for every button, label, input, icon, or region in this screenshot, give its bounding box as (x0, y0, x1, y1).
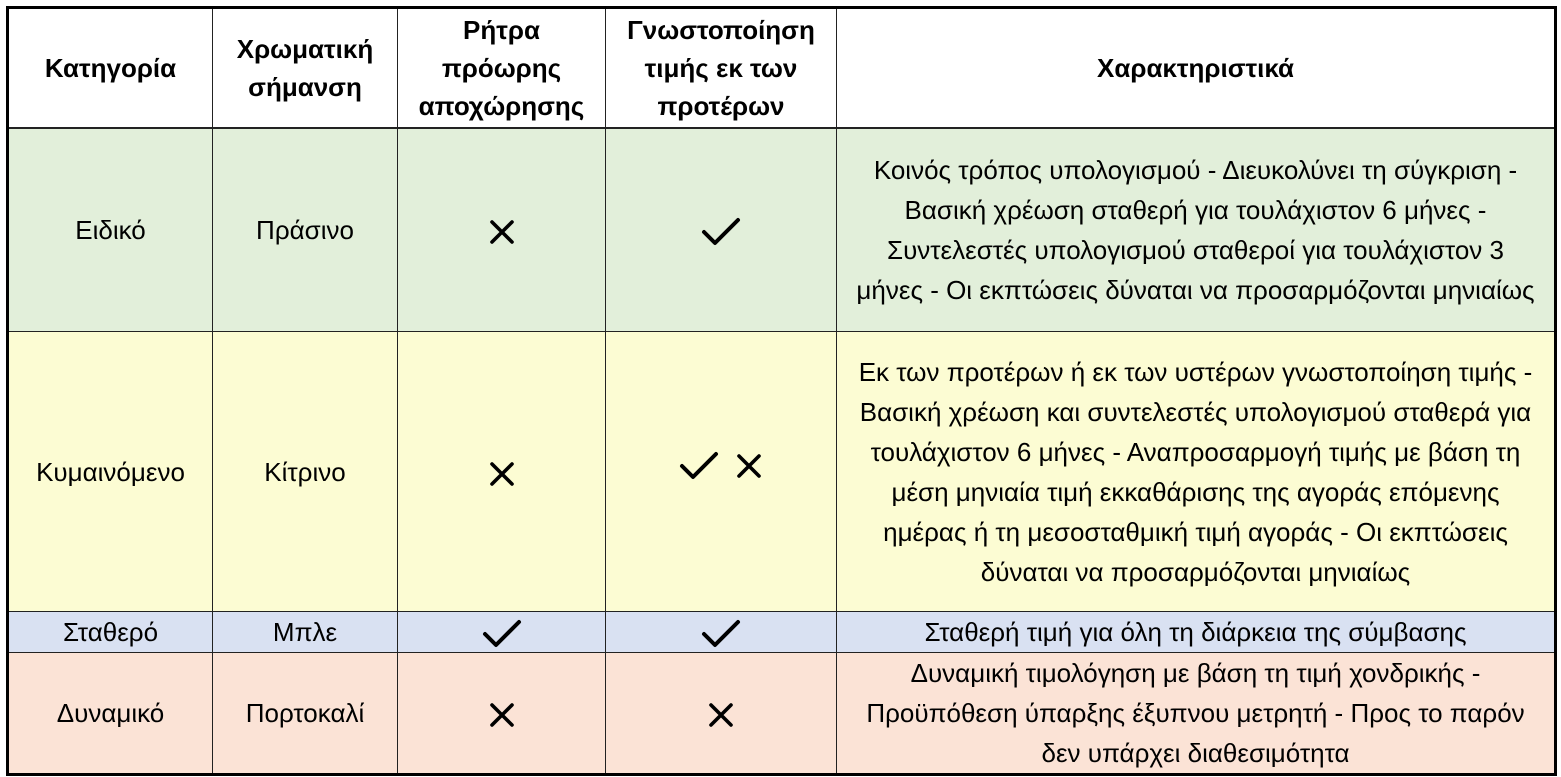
cell-early-exit-clause (398, 128, 606, 332)
header-advance-price-notice: Γνωστοποίηση τιμής εκ των προτέρων (606, 8, 837, 128)
cell-advance-price-notice (606, 332, 837, 612)
mixed-marks (679, 451, 763, 481)
header-color-coding: Χρωματική σήμανση (213, 8, 398, 128)
table-row (8, 332, 1556, 612)
table-row (8, 612, 1556, 653)
cell-category: Ειδικό (8, 128, 213, 332)
cell-color-coding: Πράσινο (213, 128, 398, 332)
tariff-table-container (6, 6, 1554, 772)
cross-icon (488, 460, 516, 488)
check-icon (679, 451, 719, 481)
cell-features: Εκ των προτέρων ή εκ των υστέρων γνωστοποίηση τιμής - Βασική χρέωση και συντελεστές υπολογισμού σταθερά για τουλάχιστον 6 μήνες - Αναπροσαρμογή τιμής με βάση τη μέση μηνιαία τιμή εκκαθάρισης της αγοράς επόμενης ημέρας ή τη μεσοσταθμική τιμή αγοράς - Οι εκπτώσεις δύναται να προσαρμόζονται μηνιαίως (837, 332, 1556, 612)
cross-icon (735, 452, 763, 480)
cross-icon (488, 701, 516, 729)
check-icon (701, 217, 741, 247)
cell-early-exit-clause (398, 612, 606, 653)
cell-features: Κοινός τρόπος υπολογισμού - Διευκολύνει τη σύγκριση - Βασική χρέωση σταθερή για τουλάχιστον 6 μήνες - Συντελεστές υπολογισμού σταθεροί για τουλάχιστον 3 μήνες - Οι εκπτώσεις δύναται να προσαρμόζονται μηνιαίως (837, 128, 1556, 332)
cell-features: Σταθερή τιμή για όλη τη διάρκεια της σύμβασης (837, 612, 1556, 653)
check-icon (482, 619, 522, 649)
cell-category: Κυμαινόμενο (8, 332, 213, 612)
table-row (8, 128, 1556, 332)
table-header-row (8, 8, 1556, 128)
cell-advance-price-notice (606, 653, 837, 775)
cell-category: Δυναμικό (8, 653, 213, 775)
cell-category: Σταθερό (8, 612, 213, 653)
table-row (8, 653, 1556, 775)
cell-color-coding: Πορτοκαλί (213, 653, 398, 775)
cell-advance-price-notice (606, 612, 837, 653)
header-early-exit-clause: Ρήτρα πρόωρης αποχώρησης (398, 8, 606, 128)
check-icon (701, 619, 741, 649)
cross-icon (707, 701, 735, 729)
cell-color-coding: Κίτρινο (213, 332, 398, 612)
header-features: Χαρακτηριστικά (837, 8, 1556, 128)
cell-advance-price-notice (606, 128, 837, 332)
cross-icon (488, 218, 516, 246)
tariff-categories-table (6, 6, 1557, 776)
cell-early-exit-clause (398, 653, 606, 775)
cell-early-exit-clause (398, 332, 606, 612)
header-category: Κατηγορία (8, 8, 213, 128)
cell-features: Δυναμική τιμολόγηση με βάση τη τιμή χονδρικής - Προϋπόθεση ύπαρξης έξυπνου μετρητή - Προς το παρόν δεν υπάρχει διαθεσιμότητα (837, 653, 1556, 775)
cell-color-coding: Μπλε (213, 612, 398, 653)
